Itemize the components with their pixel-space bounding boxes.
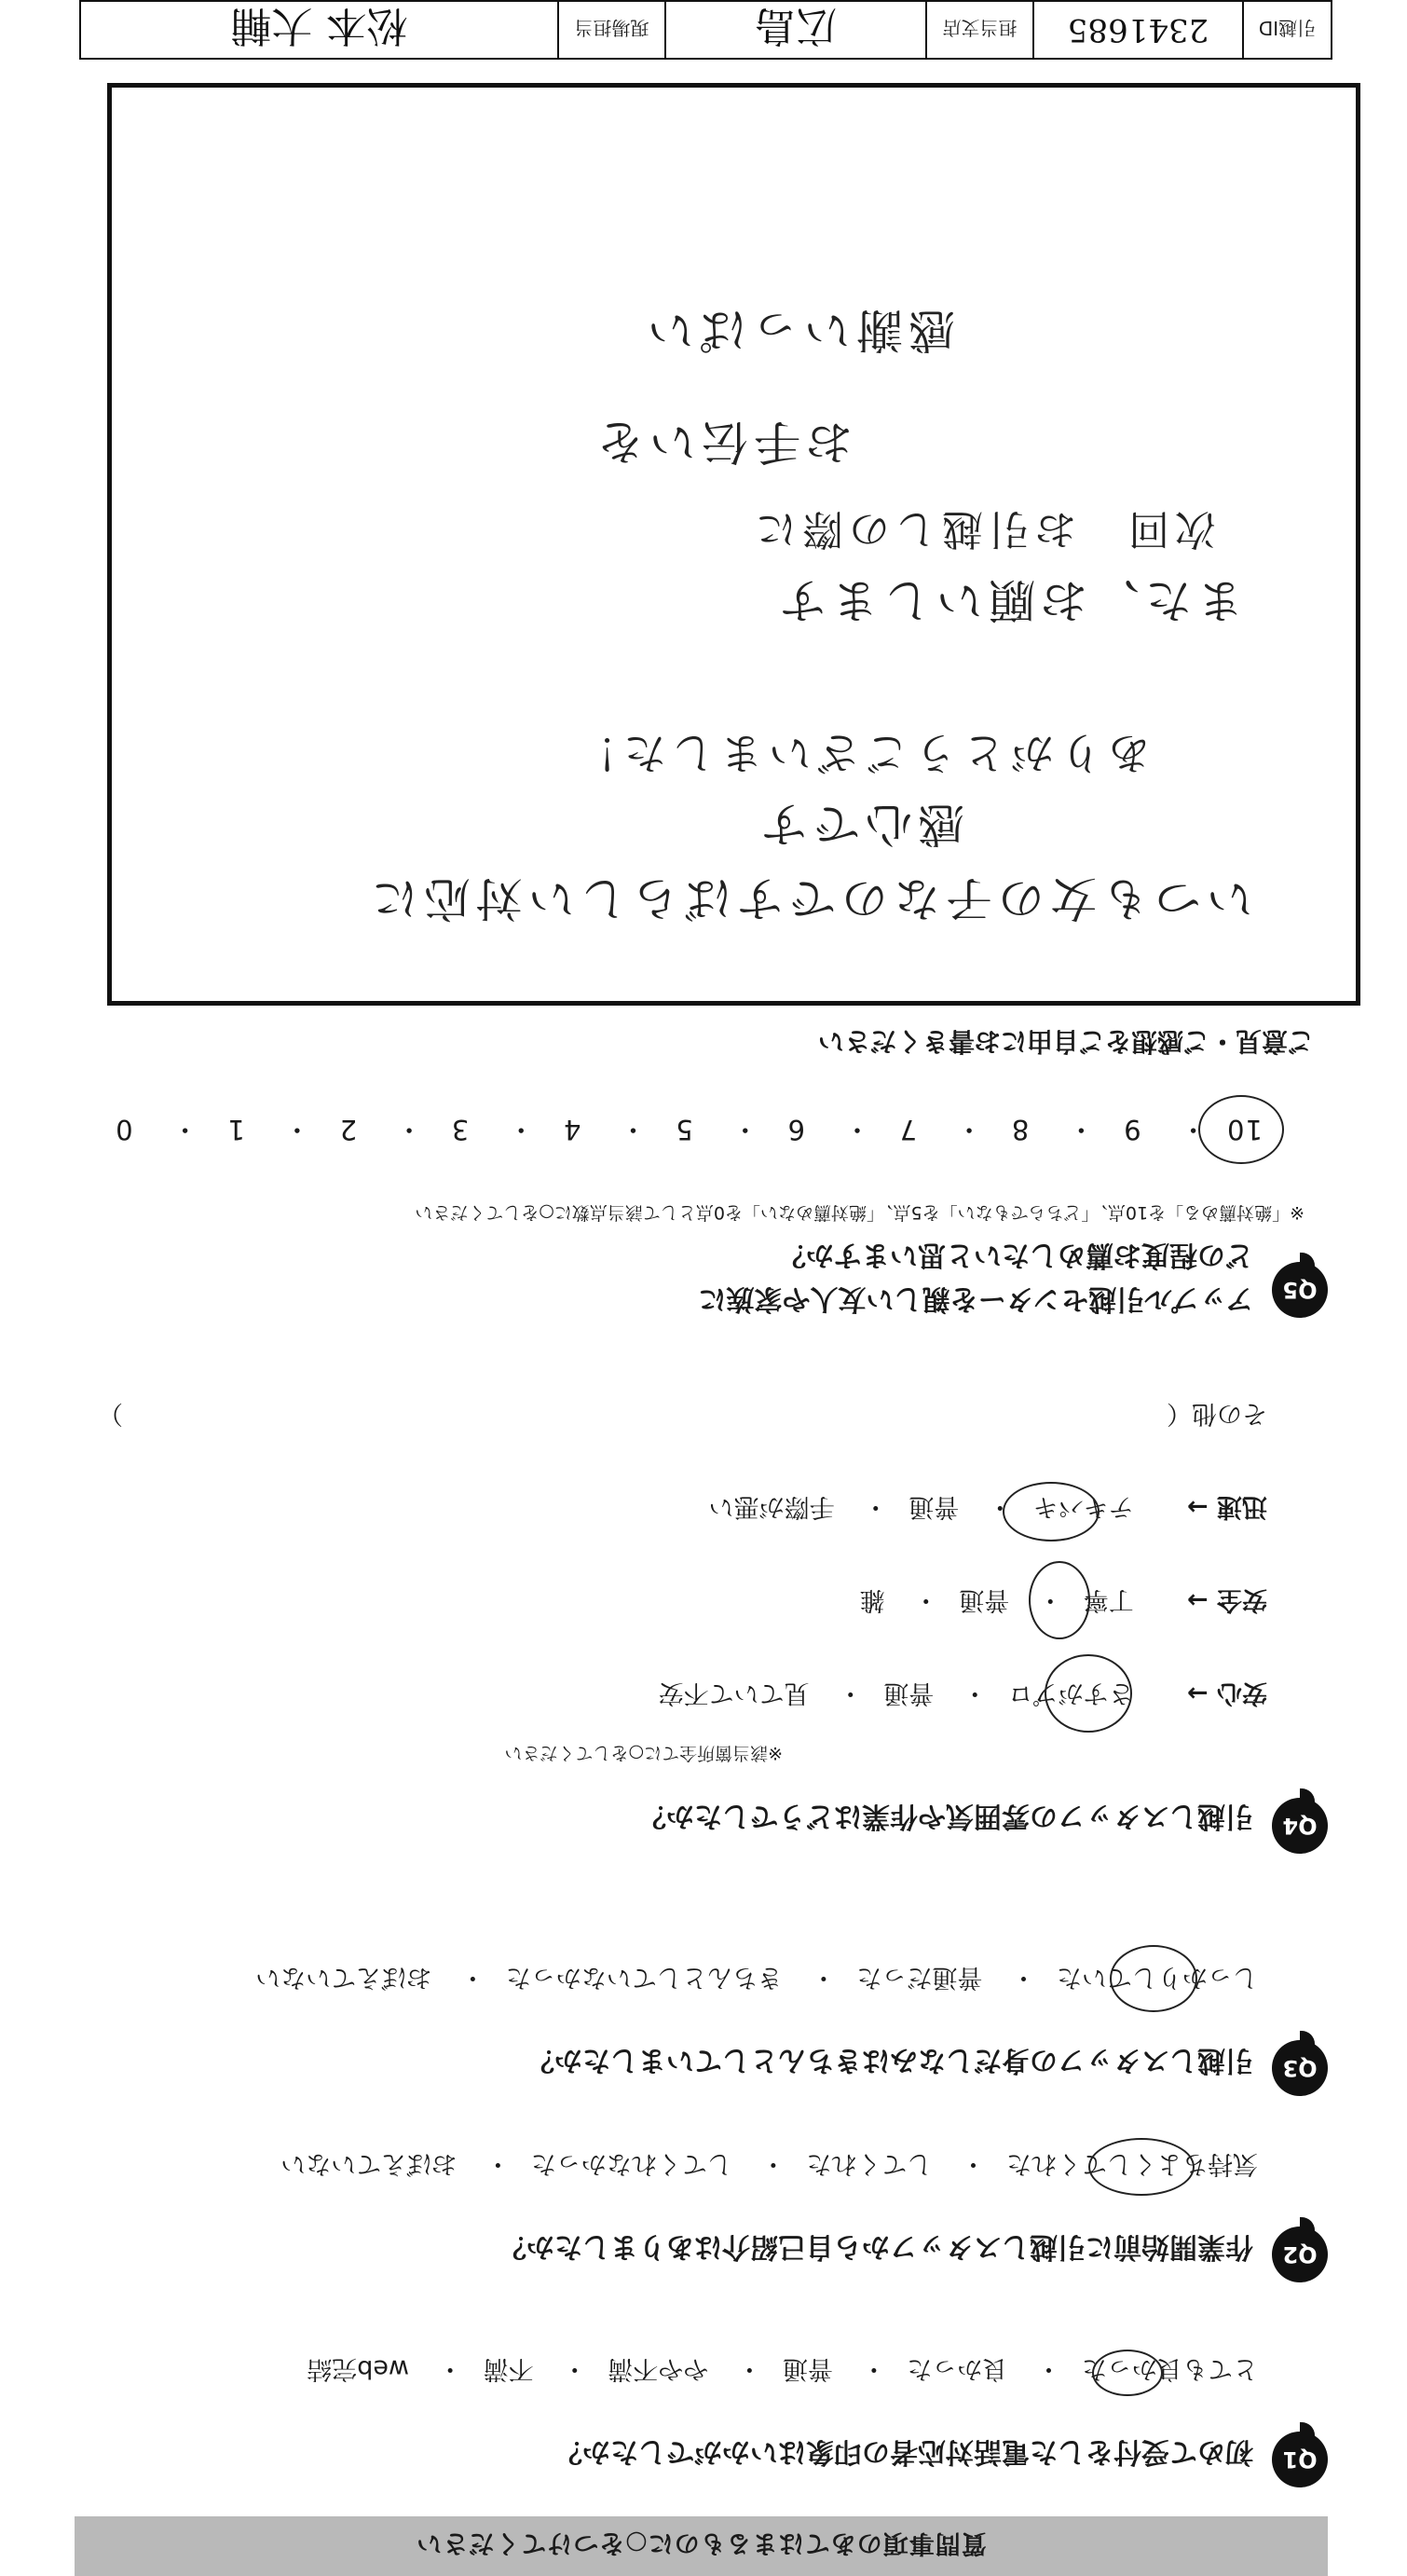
- comments-box[interactable]: [107, 83, 1360, 1006]
- comment-line-7: 感謝いっぱい: [642, 303, 955, 357]
- q4-question: 引越しスタッフの雰囲気や作業はどうでしたか？: [638, 1800, 1253, 1832]
- q5-score-7[interactable]: 7: [898, 1114, 918, 1145]
- footer-branch-label-cell: 担当支店: [925, 2, 1032, 58]
- q5-score-8[interactable]: 8: [1010, 1114, 1030, 1145]
- q1-badge: Q1: [1272, 2432, 1328, 2487]
- q4-other-close: ）: [98, 1399, 123, 1428]
- q4-row-2: 安全 → 丁寧・ 普通・ 雑: [859, 1585, 1267, 1614]
- q2-option-3[interactable]: してくれなかった: [530, 2149, 732, 2178]
- q2-option-1[interactable]: 気持ちよくしてくれた: [1006, 2149, 1258, 2178]
- q5-score-3[interactable]: 3: [450, 1114, 470, 1145]
- q5-score-9[interactable]: 9: [1123, 1114, 1141, 1145]
- q4-row-2-selection-circle: [1029, 1561, 1090, 1639]
- q1-option-5[interactable]: 不満: [483, 2354, 534, 2383]
- footer-leader-value-cell: 松本 大輔: [230, 2, 408, 49]
- q4-row-3-option-1[interactable]: テキパキ: [1032, 1492, 1134, 1521]
- q5-badge: Q5: [1272, 1262, 1328, 1318]
- comment-line-5: 次回 お引越しの際に: [750, 505, 1216, 553]
- q5-note: ※「絶対薦める」を10点、「どちらでもない」を5点、「絶対薦めない」を0点として該当点数に○をしてください: [415, 1202, 1305, 1223]
- q1-option-2[interactable]: 良かった: [907, 2354, 1008, 2383]
- q4-row-2-option-2[interactable]: 普通: [959, 1585, 1010, 1614]
- q1-selection-circle: [1092, 2350, 1163, 2396]
- footer-branch-value-cell: 広島: [664, 2, 925, 58]
- q5-score-0[interactable]: 0: [115, 1114, 133, 1145]
- q2-badge: Q2: [1272, 2227, 1328, 2282]
- q3-selection-circle: [1110, 1945, 1197, 2012]
- q3-option-4[interactable]: おぼえていない: [255, 1963, 432, 1992]
- comment-line-1: いつも女の子なのですばらしい対応に: [366, 871, 1253, 925]
- q4-row-1-option-2[interactable]: 普通: [883, 1679, 935, 1707]
- q1-option-1[interactable]: とても良かった: [1082, 2354, 1258, 2383]
- q5-score-10[interactable]: 10: [1226, 1114, 1263, 1145]
- q3-badge: Q3: [1272, 2040, 1328, 2096]
- q4-row-3-option-3[interactable]: 手際が悪い: [708, 1492, 835, 1521]
- q1-option-6[interactable]: web完結: [307, 2354, 410, 2383]
- q3-option-1[interactable]: しっかりしていた: [1057, 1963, 1258, 1992]
- q3-options: しっかりしていた・ 普通だった・ きちんとしていなかった・ おぼえていない: [255, 1963, 1258, 1992]
- q4-row-1-option-3[interactable]: 見ていて不安: [658, 1679, 810, 1707]
- comment-line-4: また、お願いします: [774, 573, 1244, 627]
- q5-score-5[interactable]: 5: [675, 1114, 693, 1145]
- instruction-text: 質問事項のあてはまるものに○をつけてください: [416, 2528, 987, 2558]
- q4-row-1-selection-circle: [1045, 1654, 1132, 1733]
- q2-option-4[interactable]: おぼえていない: [280, 2149, 458, 2178]
- q2-option-2[interactable]: してくれた: [806, 2149, 933, 2178]
- footer-id-value-cell: 2341685: [1032, 2, 1242, 58]
- comments-heading: ご意見・ご感想をご自由にお書きください: [817, 1026, 1314, 1057]
- q3-question: 引越しスタッフの身だしなみはきちんとしていましたか？: [526, 2044, 1253, 2076]
- q1-option-4[interactable]: やや不満: [608, 2354, 709, 2383]
- footer-leader-label-cell: 現場担当: [557, 2, 664, 58]
- q4-row-1: 安心 → さすがプロ・ 普通・ 見ていて不安: [658, 1679, 1267, 1707]
- q4-row-2-option-3[interactable]: 雑: [859, 1585, 885, 1614]
- q4-row-1-option-1[interactable]: さすがプロ: [1007, 1679, 1134, 1707]
- q5-scale: 10・ 9・ 8・ 7・ 6・ 5・ 4・ 3・ 2・ 1・ 0: [106, 1112, 1263, 1150]
- q4-row-2-option-1[interactable]: 丁寧: [1083, 1585, 1134, 1614]
- comment-line-2: 感心です: [756, 797, 964, 851]
- q4-row-3: 迅速 → テキパキ・ 普通・ 手際が悪い: [708, 1492, 1267, 1521]
- instruction-bar: [75, 2516, 1328, 2576]
- q5-question-line-2: どの程度お薦めしたいと思いますか？: [778, 1239, 1253, 1271]
- q2-question: 作業開始前に引越しスタッフから自己紹介はありましたか？: [499, 2230, 1253, 2263]
- comment-line-3: ありがとうございました！: [569, 728, 1151, 778]
- q1-question: 初めて受付をした電話対応者の印象はいかがでしたか？: [554, 2435, 1253, 2468]
- q2-selection-circle: [1088, 2138, 1195, 2196]
- q5-score-4[interactable]: 4: [563, 1114, 581, 1145]
- q4-row-3-option-2[interactable]: 普通: [908, 1492, 960, 1521]
- q4-badge: Q4: [1272, 1798, 1328, 1854]
- q5-score-2[interactable]: 2: [338, 1114, 358, 1145]
- q4-other-label: その他（: [1167, 1399, 1267, 1428]
- q2-options: 気持ちよくしてくれた・ してくれた・ してくれなかった・ おぼえていない: [280, 2149, 1258, 2178]
- q4-other: [98, 1398, 1267, 1434]
- q5-score-1[interactable]: 1: [226, 1114, 245, 1145]
- q4-note: ※該当箇所全てに○をしてください: [504, 1743, 783, 1763]
- q4-row-3-selection-circle: [1003, 1482, 1100, 1541]
- q5-score-6[interactable]: 6: [786, 1114, 805, 1145]
- q5-question-line-1: アップル引越センターを親しい友人や家族に: [698, 1282, 1253, 1315]
- q1-option-3[interactable]: 普通: [782, 2354, 833, 2383]
- q5-selection-circle: [1198, 1095, 1284, 1164]
- q3-option-2[interactable]: 普通だった: [856, 1963, 983, 1992]
- q4-row-2-label: 安全 →: [1186, 1585, 1267, 1614]
- q4-row-1-label: 安心 →: [1186, 1679, 1267, 1707]
- comment-line-6: お手伝いを: [592, 415, 853, 469]
- q4-row-3-label: 迅速 →: [1186, 1492, 1267, 1521]
- q1-options: とても良かった・ 良かった・ 普通・ やや不満・ 不満・ web完結: [307, 2354, 1258, 2383]
- footer-table: [79, 0, 1332, 60]
- q3-option-3[interactable]: きちんとしていなかった: [505, 1963, 783, 1992]
- footer-id-label-cell: 引越ID: [1242, 2, 1331, 58]
